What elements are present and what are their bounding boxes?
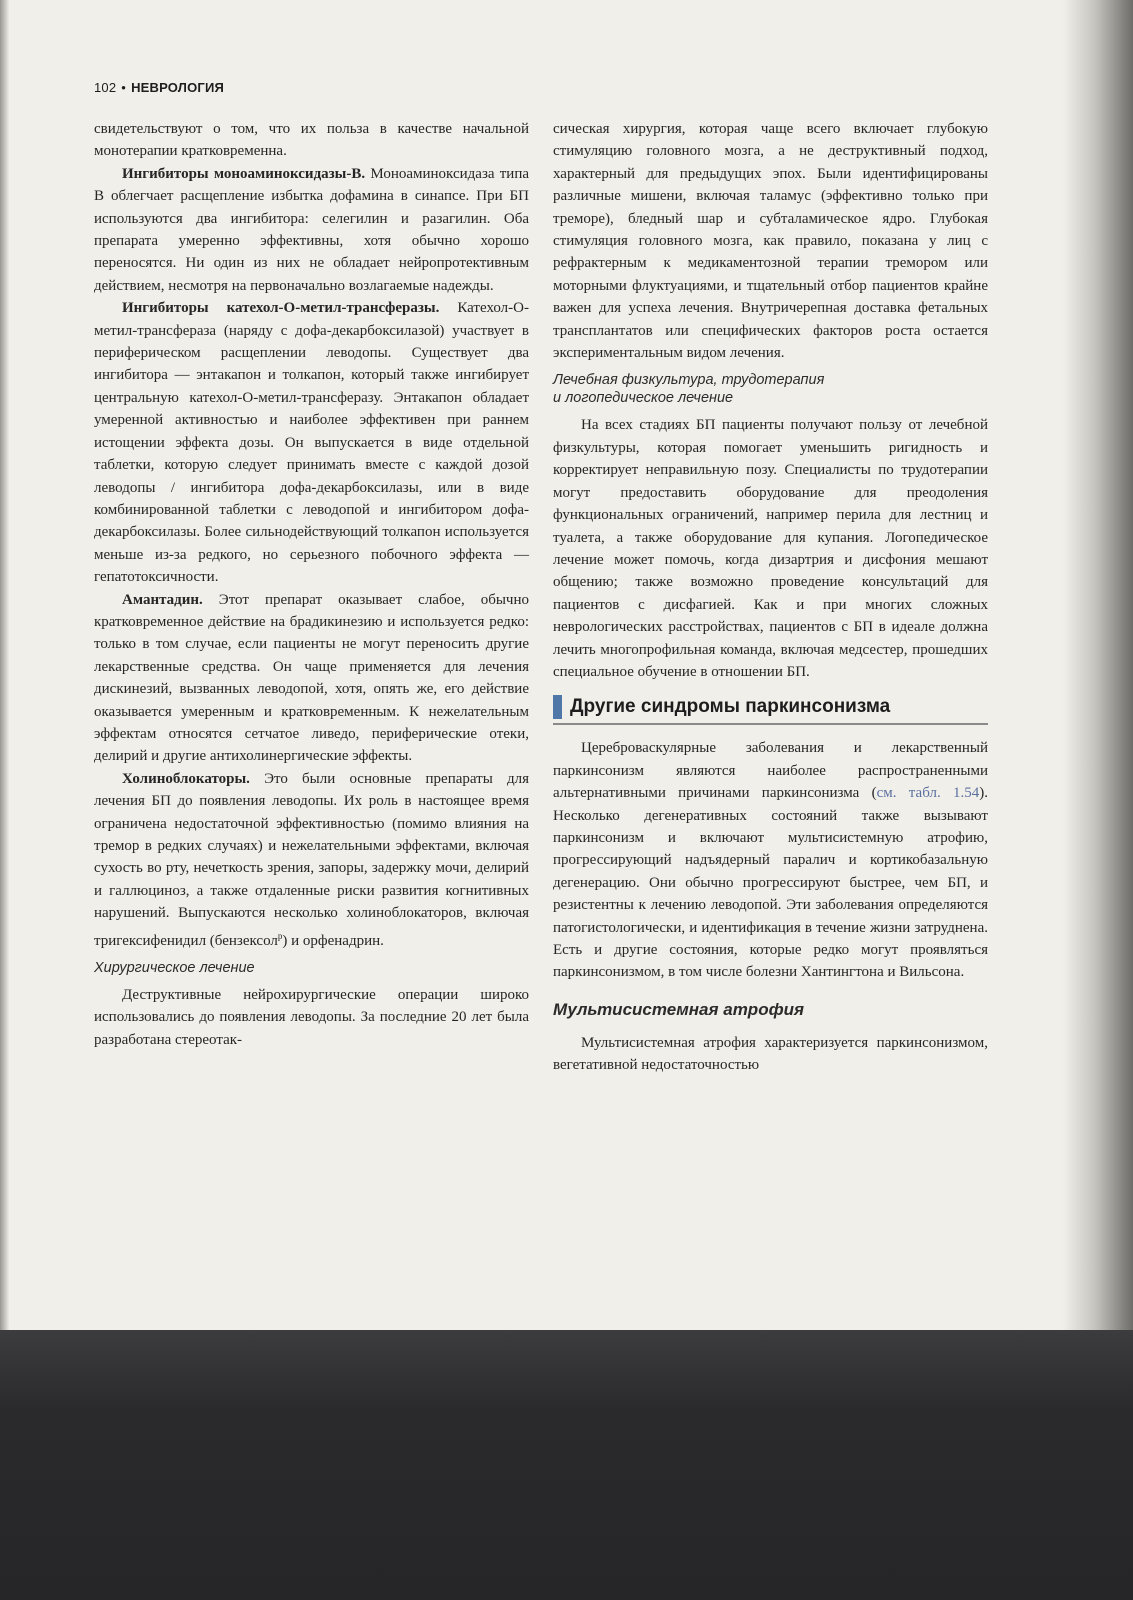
paragraph: На всех стадиях БП пациенты получают пользу от лечебной физкультуры, которая помогает уменьшить ригидность и корректирует неправильную позу. Специалисты по трудотерапии могут предоставить оборудование для преодоления функциональных ограничений, например перила для лестниц и туалета, а также оборудование для купания. Логопедическое лечение может помочь, когда дизартрия и дисфония мешают общению; также возможно проведение консультаций для пациентов с дисфагией. Как и при многих сложных неврологических расстройствах, пациентов с БП в идеале должна лечить многопрофильная команда, включая медсестер, прошедших специальное обучение в отношении БП. bbox=[553, 417, 988, 680]
paragraph-body: Моноаминоксидаза типа В облегчает расщепление избытка дофамина в синапсе. При БП используются два ингибитора: селегилин и разагилин. Оба препарата умеренно эффективны, хотя обычно хорошо переносятся. Ни один из них не обладает нейропротективным действием, несмотря на первоначально возлагаемые надежды. bbox=[94, 165, 529, 294]
section-title: Другие синдромы паркинсонизма bbox=[570, 696, 891, 718]
right-column bbox=[553, 118, 988, 1077]
trademark-mark: р bbox=[277, 930, 283, 941]
section-name: НЕВРОЛОГИЯ bbox=[131, 80, 225, 95]
running-header bbox=[94, 80, 224, 95]
scanner-background bbox=[0, 1330, 1133, 1600]
paragraph-body: Этот препарат оказывает слабое, обычно кратковременное действие на брадикинезию и используется редко: только в том случае, если пациенты не могут переносить другие лекарственные средства. Он чаще применяется для лечения дискинезий, вызванных леводопой, хотя, опять же, его действие оказывается умеренным и кратковременным. К нежелательным эффектам относятся сетчатое ливедо, периферические отеки, делирий и другие антихолинергические эффекты. bbox=[94, 591, 529, 765]
paragraph-term: Холиноблокаторы. bbox=[122, 770, 250, 787]
header-separator: • bbox=[121, 80, 127, 95]
page-number: 102 bbox=[94, 80, 117, 95]
subheading-line: и логопедическое лечение bbox=[553, 390, 734, 407]
left-column bbox=[94, 118, 529, 1051]
paragraph-body: Это были основные препараты для лечения БП до появления леводопы. Их роль в настоящее время ограничена недостаточной эффективностью (помимо влияния на тремор в редких случаях) и нежелательными эффектами, включая сухость во рту, нечеткость зрения, запоры, задержку мочи, делирий и галлюциноз, а также отдаленные риски развития когнитивных нарушений. Выпускаются несколько холиноблокаторов, включая тригексифенидил (бензексол bbox=[94, 770, 529, 949]
paragraph: сическая хирургия, которая чаще всего включает глубокую стимуляцию головного мозга, а не деструктивный подход, характерный для предыдущих эпох. Были идентифицированы различные мишени, включая таламус (эффективно только при треморе), бледный шар и субталамическое ядро. Глубокая стимуляция головного мозга, как правило, показана у лиц с рефрактерным к медикаментозной терапии тремором или моторными флуктуациями, и тщательный отбор пациентов крайне важен для успеха лечения. Внутричерепная доставка фетальных трансплантатов или специфических факторов роста остается экспериментальным видом лечения. bbox=[553, 121, 988, 362]
paragraph-term: Ингибиторы катехол-О-метил-трансферазы. bbox=[122, 300, 440, 317]
paragraph bbox=[94, 589, 529, 768]
subheading: Мультисистемная атрофия bbox=[553, 999, 805, 1019]
subheading-line: Лечебная физкультура, трудотерапия bbox=[553, 372, 825, 389]
paragraph-body: Цереброваскулярные заболевания и лекарственный паркинсонизм являются наиболее распространенными альтернативными причинами паркинсонизма ( bbox=[553, 740, 988, 802]
paragraph bbox=[553, 737, 988, 983]
paragraph: Мультисистемная атрофия характеризуется паркинсонизмом, вегетативной недостаточностью bbox=[553, 1034, 988, 1074]
table-reference-link[interactable]: см. табл. 1.54 bbox=[876, 785, 980, 802]
section-marker bbox=[553, 695, 562, 719]
paragraph: Деструктивные нейрохирургические операции широко использовались до появления леводопы. За последние 20 лет была разработана стереотак- bbox=[94, 987, 529, 1048]
paragraph-body: Катехол-О-метил-трансфераза (наряду с дофа-декарбоксилазой) участвует в периферическом расщеплении леводопы. Существует два ингибитора — энтакапон и толкапон, который также ингибирует центральную катехол-О-метил-трансферазу. Энтакапон обладает умеренной активностью и наиболее эффективен при раннем истощении эффекта дозы. Он выпускается в виде отдельной таблетки, которую следует принимать вместе с каждой дозой леводопы / ингибитора дофа-декарбоксилазы, или в виде комбинированной таблетки с леводопой и ингибитором дофа-декарбоксилазы. Более сильнодействующий толкапон используется меньше из-за редкого, но серьезного побочного эффекта — гепатотоксичности. bbox=[94, 300, 529, 586]
paragraph-term: Амантадин. bbox=[122, 591, 203, 608]
page-binding-edge bbox=[0, 0, 9, 1330]
page-edge-shadow bbox=[1063, 0, 1133, 1330]
paragraph-body-end: ) и орфенадрин. bbox=[282, 932, 384, 949]
subheading: Хирургическое лечение bbox=[94, 960, 255, 977]
paragraph-body-end: ). Несколько дегенеративных состояний также вызывают паркинсонизм и включают мультисистемную атрофию, прогрессирующий надъядерный паралич и кортикобазальную дегенерацию. Они обычно прогрессируют быстрее, чем БП, и резистентны к лечению леводопой. Эти заболевания определяются патогистологически, и идентификация в течение жизни затруднена. Есть и другие состояния, которые редко могут проявляться паркинсонизмом, в том числе болезни Хантингтона и Вильсона. bbox=[553, 785, 988, 981]
paragraph bbox=[94, 297, 529, 588]
subheading bbox=[553, 371, 988, 407]
paragraph: свидетельствуют о том, что их польза в качестве начальной монотерапии кратковременна. bbox=[94, 121, 529, 160]
paragraph bbox=[94, 768, 529, 952]
section-heading bbox=[553, 695, 988, 725]
paragraph bbox=[94, 163, 529, 297]
paragraph-term: Ингибиторы моноаминоксидазы-В. bbox=[122, 165, 366, 182]
